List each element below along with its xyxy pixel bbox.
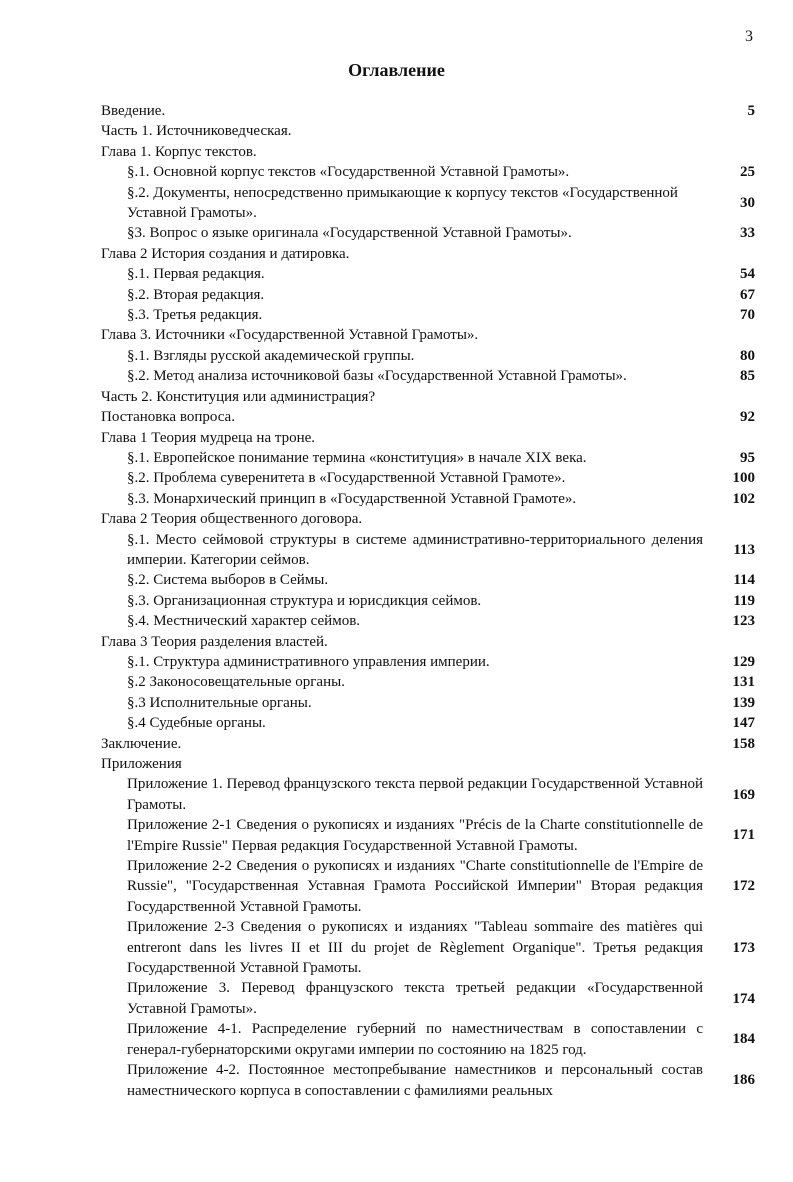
toc-entry-title: §3. Вопрос о языке оригинала «Государственной Уставной Грамоты». <box>127 225 572 242</box>
toc-entry[interactable] <box>101 530 755 571</box>
toc-entry[interactable] <box>101 428 755 448</box>
toc-entry-page: 100 <box>732 470 755 487</box>
toc-entry-title: §.4 Судебные органы. <box>127 715 266 732</box>
toc-entry-title: Приложение 3. Перевод французского текста третьей редакции «Государственной Уставной Грамоты». <box>127 980 703 1017</box>
toc-entry[interactable] <box>101 407 755 427</box>
toc-entry[interactable] <box>101 774 755 815</box>
toc-entry-page: 173 <box>732 939 755 956</box>
toc-entry[interactable] <box>101 754 755 774</box>
toc-entry-title: Глава 1 Теория мудреца на троне. <box>101 429 316 446</box>
toc-entry-title: §.2. Вторая редакция. <box>127 286 265 303</box>
toc-entry-page: 95 <box>740 449 755 466</box>
toc-entry-page: 158 <box>732 735 755 752</box>
toc-entry[interactable] <box>101 632 755 652</box>
toc-entry-title: Постановка вопроса. <box>101 409 235 426</box>
toc-entry-page: 123 <box>732 613 755 630</box>
toc-entry-page: 172 <box>732 878 755 895</box>
toc-entry[interactable] <box>101 142 755 162</box>
page-title: Оглавление <box>348 60 445 80</box>
toc-entry-title: §.1. Структура административного управления империи. <box>127 653 490 670</box>
toc-entry-title: §.1. Место сеймовой структуры в системе административно-территориального деления империи. Категории сеймов. <box>127 531 703 568</box>
toc-entry-page: 174 <box>732 990 755 1007</box>
toc-entry-page: 30 <box>740 194 755 211</box>
toc-entry-page: 80 <box>740 347 755 364</box>
toc-entry-title: §.1. Взгляды русской академической группы. <box>127 347 415 364</box>
toc-entry-title: Часть 1. Источниковедческая. <box>101 123 292 140</box>
toc-entry-title: §.2 Законосовещательные органы. <box>127 674 345 691</box>
toc-entry[interactable] <box>101 978 755 1019</box>
toc-entry[interactable] <box>101 591 755 611</box>
toc-entry[interactable] <box>101 325 755 345</box>
toc-entry-page: 184 <box>732 1031 755 1048</box>
toc-entry-title: Заключение. <box>101 735 182 752</box>
toc-entry-title: Приложения <box>101 756 182 772</box>
toc-entry-title: §.2. Проблема суверенитета в «Государственной Уставной Грамоте». <box>127 470 566 487</box>
toc-entry-title: Приложение 2-1 Сведения о рукописях и изданиях "Précis de la Charte constitutionnelle de l'Empire Russie" Первая редакция Государственной Уставной Грамоты. <box>127 817 703 854</box>
toc-entry[interactable] <box>101 489 755 509</box>
toc-entry[interactable] <box>101 1019 755 1060</box>
toc-entry-page: 186 <box>732 1072 755 1089</box>
toc-entry-title: §.2. Метод анализа источниковой базы «Государственной Уставной Грамоты». <box>127 368 627 385</box>
toc-entry[interactable] <box>101 652 755 672</box>
toc-entry[interactable] <box>101 305 755 325</box>
toc-entry-page: 147 <box>732 715 755 732</box>
toc-entry-title: §.1. Европейское понимание термина «конституция» в начале XIX века. <box>127 449 587 466</box>
toc-entry[interactable] <box>101 101 755 121</box>
toc-entry-title: Глава 3 Теория разделения властей. <box>101 633 328 650</box>
toc-entry-title: Приложение 4-2. Постоянное местопребывание наместников и персональный состав наместнического корпуса в сопоставлении с фамилиями реальных <box>127 1062 703 1099</box>
table-of-contents <box>101 101 755 1101</box>
toc-entry-title: Приложение 2-3 Сведения о рукописях и изданиях "Tableau sommaire des matières qui entreront dans les livres II et III du projet de Règlement Organique". Третья редакция Государственной Уставной Грамоты. <box>127 919 703 977</box>
toc-entry-title: Глава 2 Теория общественного договора. <box>101 511 363 528</box>
toc-entry-page: 92 <box>740 409 755 426</box>
toc-entry[interactable] <box>101 285 755 305</box>
toc-entry-title: Приложение 1. Перевод французского текста первой редакции Государственной Уставной Грамоты. <box>127 776 703 813</box>
toc-entry-page: 119 <box>733 592 755 609</box>
toc-entry-page: 67 <box>740 286 755 303</box>
toc-entry[interactable] <box>101 734 755 754</box>
toc-entry-title: §.2. Система выборов в Сеймы. <box>127 572 329 589</box>
toc-entry[interactable] <box>101 162 755 182</box>
toc-entry-title: Глава 3. Источники «Государственной Уставной Грамоты». <box>101 327 479 344</box>
toc-entry-page: 70 <box>740 307 755 324</box>
toc-entry-page: 25 <box>740 164 755 181</box>
toc-entry[interactable] <box>101 917 755 978</box>
toc-entry[interactable] <box>101 713 755 733</box>
toc-entry[interactable] <box>101 448 755 468</box>
toc-entry[interactable] <box>101 672 755 692</box>
toc-entry[interactable] <box>101 570 755 590</box>
toc-entry-page: 85 <box>740 368 755 385</box>
toc-entry-page: 5 <box>747 103 755 119</box>
toc-entry-title: Часть 2. Конституция или администрация? <box>101 388 376 405</box>
toc-entry[interactable] <box>101 121 755 141</box>
toc-entry-title: §.2. Документы, непосредственно примыкающие к корпусу текстов «Государственной Уставной Грамоты». <box>127 184 678 222</box>
toc-entry[interactable] <box>101 1060 755 1101</box>
toc-entry[interactable] <box>101 366 755 386</box>
toc-entry[interactable] <box>101 223 755 243</box>
page-number: 3 <box>745 28 753 45</box>
toc-entry-title: Глава 2 История создания и датировка. <box>101 245 350 262</box>
toc-entry-title: §.3 Исполнительные органы. <box>127 694 312 711</box>
toc-entry-page: 54 <box>740 266 755 283</box>
toc-entry-title: §.3. Монархический принцип в «Государственной Уставной Грамоте». <box>127 490 577 507</box>
toc-entry[interactable] <box>101 244 755 264</box>
toc-entry[interactable] <box>101 693 755 713</box>
toc-entry-title: §.3. Третья редакция. <box>127 307 263 324</box>
toc-entry-page: 114 <box>733 572 755 589</box>
toc-entry-page: 169 <box>732 786 755 803</box>
toc-entry-page: 102 <box>732 490 755 507</box>
toc-entry-page: 113 <box>733 541 755 558</box>
toc-entry[interactable] <box>101 815 755 856</box>
toc-entry[interactable] <box>101 264 755 284</box>
toc-entry-title: §.1. Основной корпус текстов «Государственной Уставной Грамоты». <box>127 164 570 181</box>
toc-entry-title: Приложение 2-2 Сведения о рукописях и изданиях "Charte constitutionnelle de l'Empire de Russie", "Государственная Уставная Грамота Российской Империи" Вторая редакция Государственной Уставной Грамоты. <box>127 858 703 915</box>
toc-entry[interactable] <box>101 856 755 917</box>
toc-entry-page: 171 <box>732 827 755 844</box>
toc-entry-title: §.1. Первая редакция. <box>127 266 265 283</box>
toc-entry[interactable] <box>101 183 755 224</box>
toc-entry-page: 139 <box>732 694 755 711</box>
toc-entry-page: 33 <box>740 225 755 242</box>
toc-entry-title: Приложение 4-1. Распределение губерний по наместничествам в сопоставлении с генерал-губернаторскими округами империи по состоянию на 1825 год. <box>127 1021 703 1058</box>
toc-entry-page: 131 <box>732 674 755 691</box>
toc-entry[interactable] <box>101 509 755 529</box>
toc-entry[interactable] <box>101 468 755 488</box>
toc-entry[interactable] <box>101 611 755 631</box>
toc-entry-page: 129 <box>732 653 755 670</box>
toc-entry[interactable] <box>101 346 755 366</box>
toc-entry-title: §.3. Организационная структура и юрисдикция сеймов. <box>127 592 482 609</box>
toc-entry-title: §.4. Местнический характер сеймов. <box>127 613 361 630</box>
toc-entry[interactable] <box>101 387 755 407</box>
toc-entry-title: Введение. <box>101 103 166 119</box>
toc-entry-title: Глава 1. Корпус текстов. <box>101 143 257 160</box>
